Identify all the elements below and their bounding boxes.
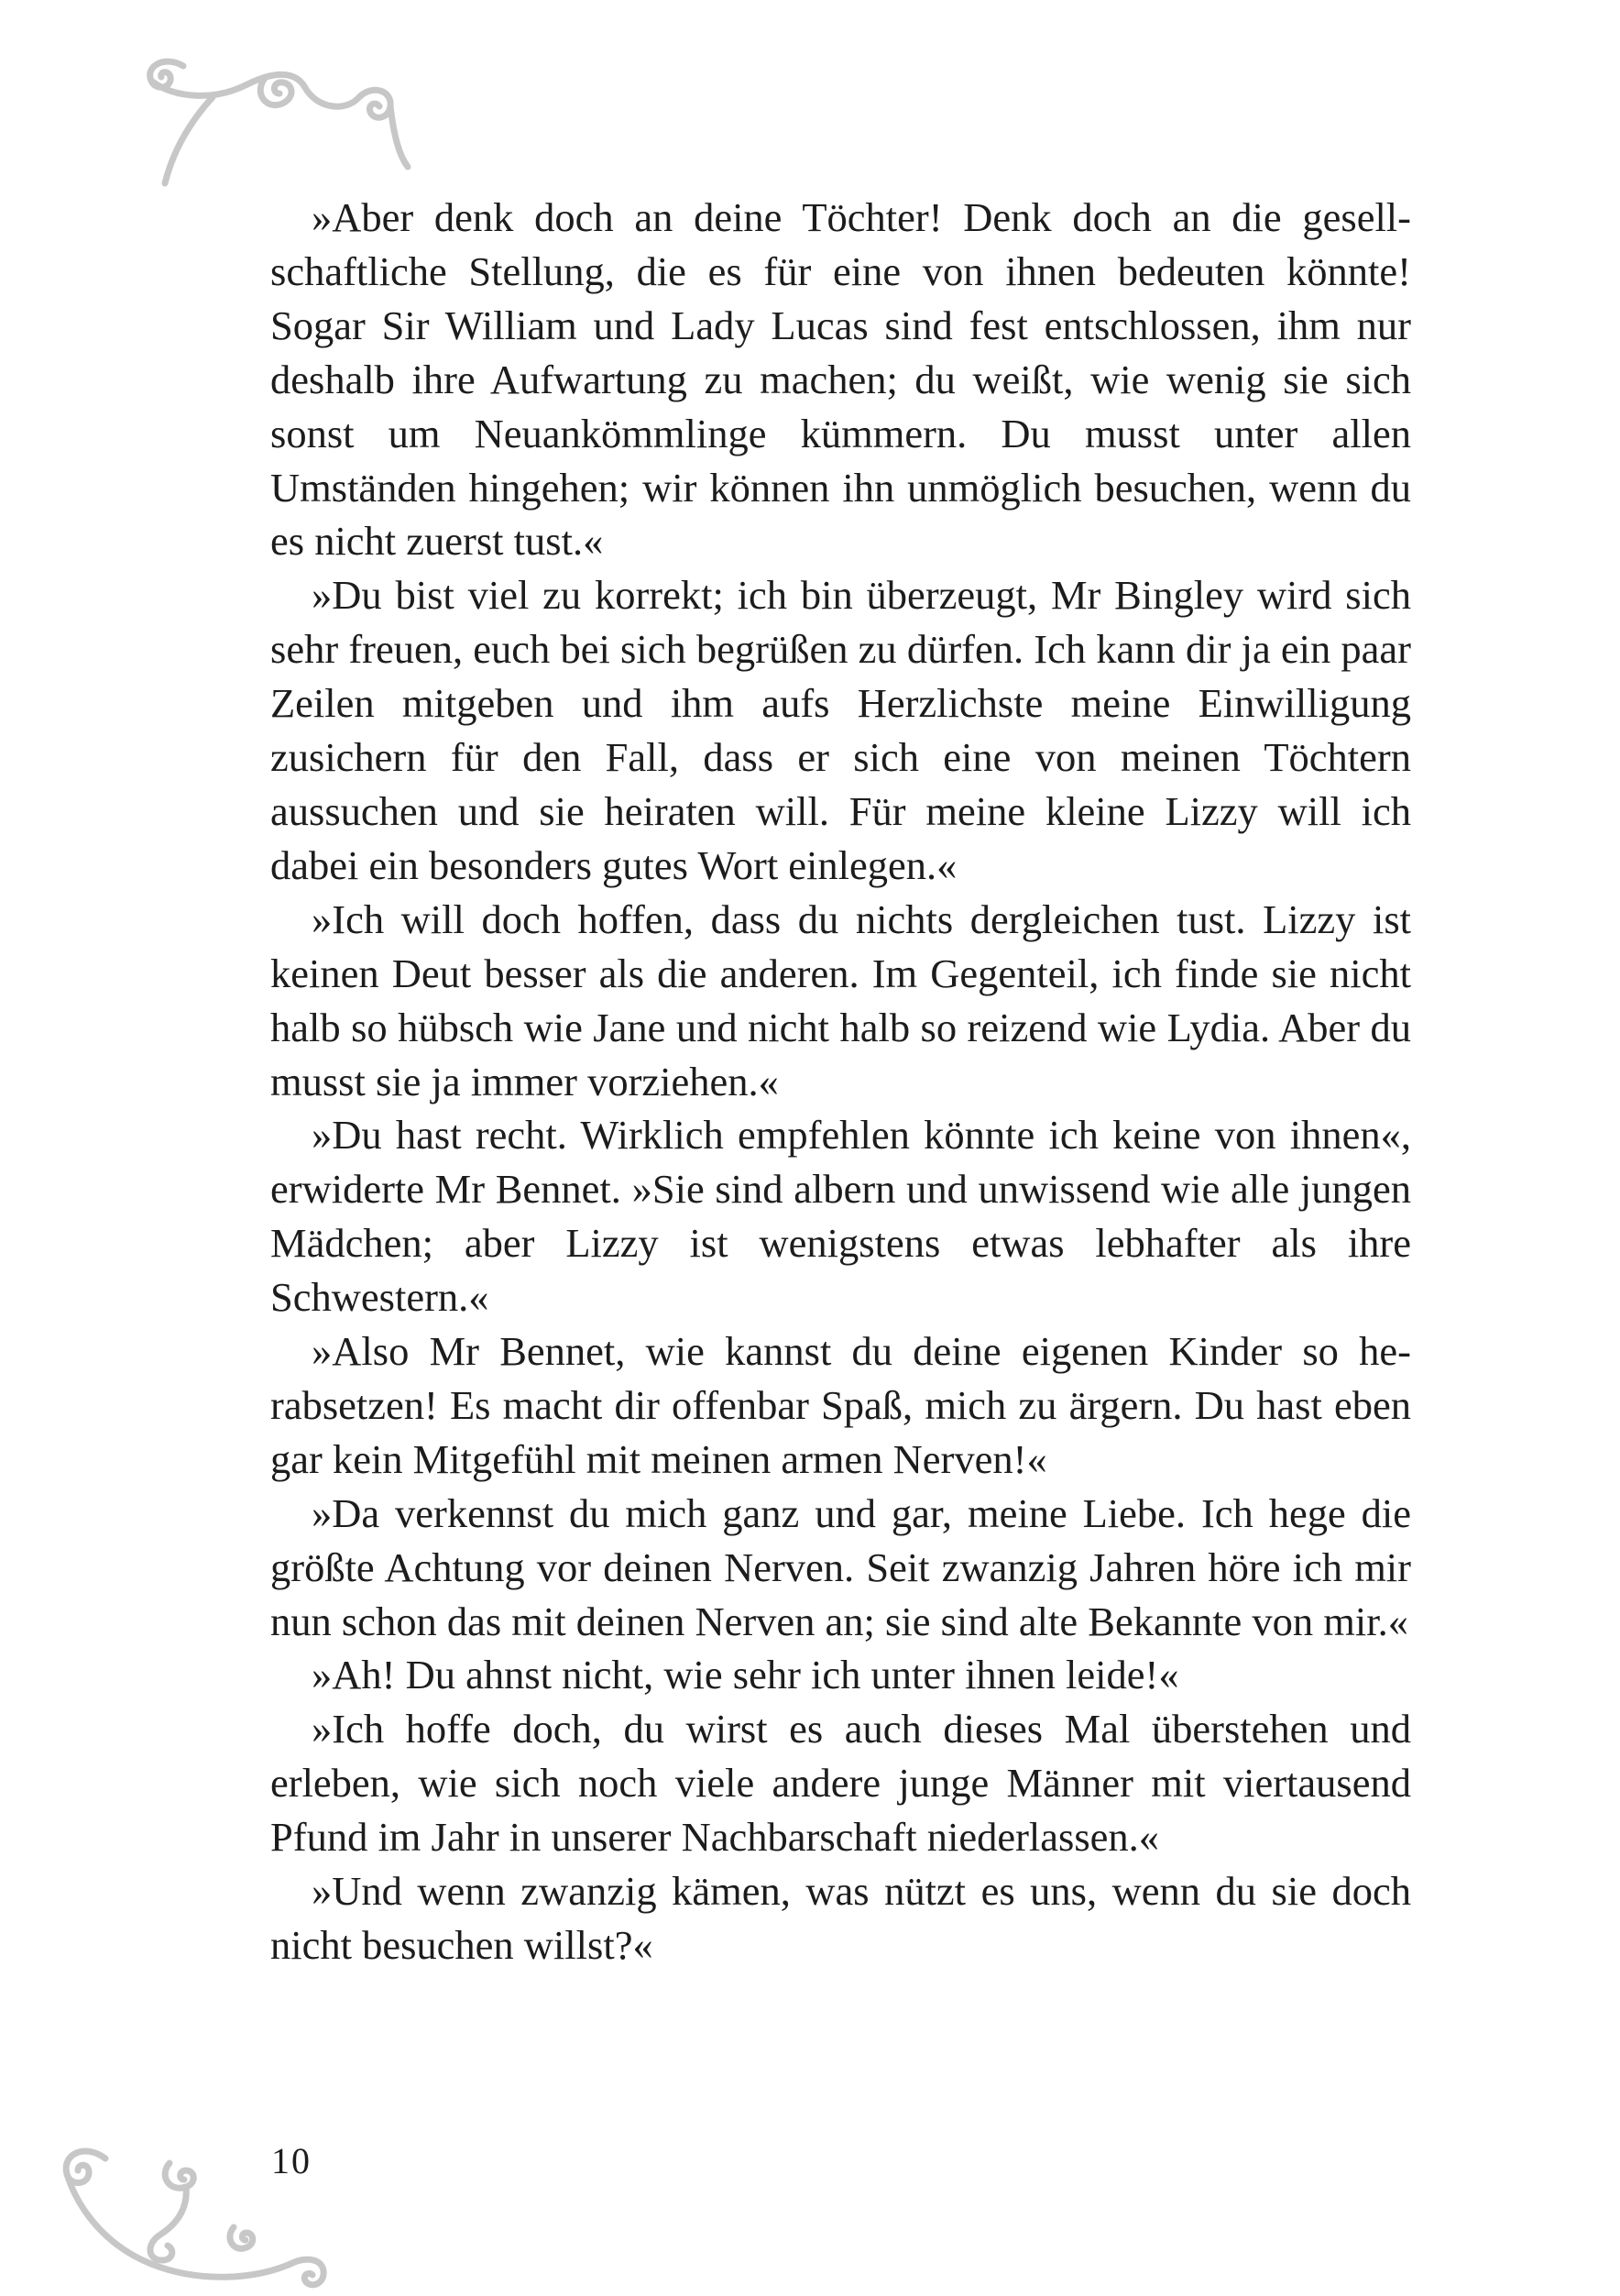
paragraph: »Aber denk doch an deine Töchter! Denk doch an die gesellschaftliche Stellung, die es für eine von ihnen bedeuten könnte! Sogar Sir William und Lady Lucas sind fest entschlossen, ihm nur deshalb ihre Aufwartung zu machen; du weißt, wie wenig sie sich sonst um Neuankömmlinge kümmern. Du musst unter allen Umständen hingehen; wir können ihn unmöglich besuchen, wenn du es nicht zuerst tust.« bbox=[270, 194, 1411, 565]
paragraph: »Ah! Du ahnst nicht, wie sehr ich unter ihnen leide!« bbox=[312, 1652, 1179, 1698]
page-number: 10 bbox=[271, 2140, 312, 2181]
body-text bbox=[270, 191, 1411, 1972]
flourish-ornament-bottom bbox=[50, 2126, 371, 2296]
paragraph: »Da verkennst du mich ganz und gar, meine Liebe. Ich hege die größte Achtung vor deinen Nerven. Seit zwanzig Jahren höre ich mir nun schon das mit deinen Nerven an; sie sind alte Bekannte von mir.« bbox=[270, 1489, 1411, 1644]
paragraph: »Ich will doch hoffen, dass du nichts dergleichen tust. Lizzy ist keinen Deut besser als die anderen. Im Gegenteil, ich finde sie nicht halb so hübsch wie Jane und nicht halb so reizend wie Lydia. Aber du musst sie ja immer vorziehen.« bbox=[270, 895, 1411, 1104]
flourish-ornament-top bbox=[137, 46, 412, 202]
paragraph: »Also Mr Bennet, wie kannst du deine eigenen Kinder so herabsetzen! Es macht dir offenbar Spaß, mich zu ärgern. Du hast eben gar kein Mitgefühl mit meinen armen Nerven!« bbox=[270, 1328, 1411, 1482]
paragraph: »Und wenn zwanzig kämen, was nützt es uns, wenn du sie doch nicht besuchen willst?« bbox=[270, 1868, 1411, 1968]
paragraph: »Du bist viel zu korrekt; ich bin überzeugt, Mr Bingley wird sich sehr freuen, euch bei sich begrüßen zu dürfen. Ich kann dir ja ein paar Zeilen mitgeben und ihm aufs Herzlichste meine Einwilligung zusichern für den Fall, dass er sich eine von meinen Töchtern aussuchen und sie heiraten will. Für meine kleine Lizzy will ich dabei ein besonders gutes Wort einlegen.« bbox=[270, 572, 1411, 888]
paragraph: »Du hast recht. Wirklich empfehlen könnte ich keine von ihnen«, erwiderte Mr Bennet. »Sie sind albern und unwissend wie alle jungen Mädchen; aber Lizzy ist wenigstens etwas lebhafter als ihre Schwestern.« bbox=[270, 1112, 1411, 1321]
paragraph: »Ich hoffe doch, du wirst es auch dieses Mal überstehen und erleben, wie sich noch viele andere junge Männer mit viertausend Pfund im Jahr in unserer Nachbarschaft niederlassen.« bbox=[270, 1706, 1411, 1861]
